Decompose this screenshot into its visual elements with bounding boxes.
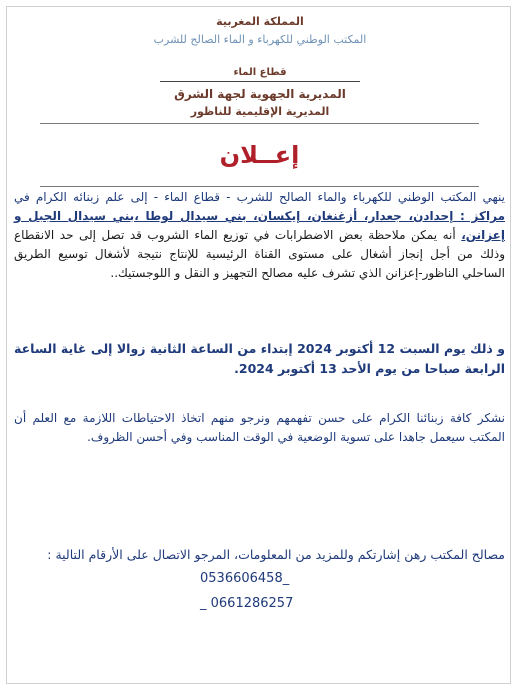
contact-intro: مصالح المكتب رهن إشارتكم وللمزيد من المعلومات، المرجو الاتصال على الأرقام التالية : xyxy=(47,547,505,562)
notice-details: أنه يمكن ملاحظة بعض الاضطرابات في توزيع الماء الشروب قد تصل إلى حد الانقطاع وذلك من أجل إنجاز أشغال على مستوى القناة الرئيسية للإنتاج نتيجة لأشغال توسيع الطريق الساحلي الناظور-إعزانن الذي تشرف عليه مصالح التجهيز و النقل و اللوجستيك.. xyxy=(14,228,505,280)
sector-label: قطاع الماء xyxy=(233,67,287,78)
provincial-directorate: المديرية الإقليمية للناظور xyxy=(190,105,330,118)
paragraph-schedule: و ذلك يوم السبت 12 أكتوبر 2024 إبتداء من الساعة الثانية زوالا إلى غاية الساعة الرابعة صباحا من يوم الأحد 13 أكتوبر 2024. xyxy=(14,341,505,376)
announcement-title: إعــلان xyxy=(219,141,300,169)
phone-number-1[interactable]: 0536606458_ xyxy=(200,571,290,586)
phone-number-2[interactable]: _ 0661286257 xyxy=(200,596,294,611)
regional-directorate: المديرية الجهوية لجهة الشرق xyxy=(174,87,346,101)
notice-lead: ينهي المكتب الوطني للكهرباء والماء الصالح للشرب - قطاع الماء - إلى علم زبنائه الكرام في xyxy=(14,190,505,204)
office-label: المكتب الوطني للكهرباء و الماء الصالح للشرب xyxy=(153,33,367,46)
kingdom-label: المملكة المغربية xyxy=(216,15,304,28)
paragraph-notice xyxy=(14,188,505,283)
title-box xyxy=(40,123,479,187)
header-divider xyxy=(160,81,360,82)
paragraph-thanks: نشكر كافة زبنائنا الكرام على حسن تفهمهم ونرجو منهم اتخاذ الاحتياطات اللازمة مع العلم أن المكتب سيعمل جاهدا على تسوية الوضعية في الوقت المناسب وفي أحسن الظروف. xyxy=(14,411,505,444)
letterhead xyxy=(130,14,390,80)
directorate-block xyxy=(150,86,370,119)
affected-centers: مراكز : إحدادن، جعدار، أزغنغان، إيكسان، بني سيدال لوطا ،بني سيدال الجبل و إعزانن، xyxy=(14,209,505,242)
